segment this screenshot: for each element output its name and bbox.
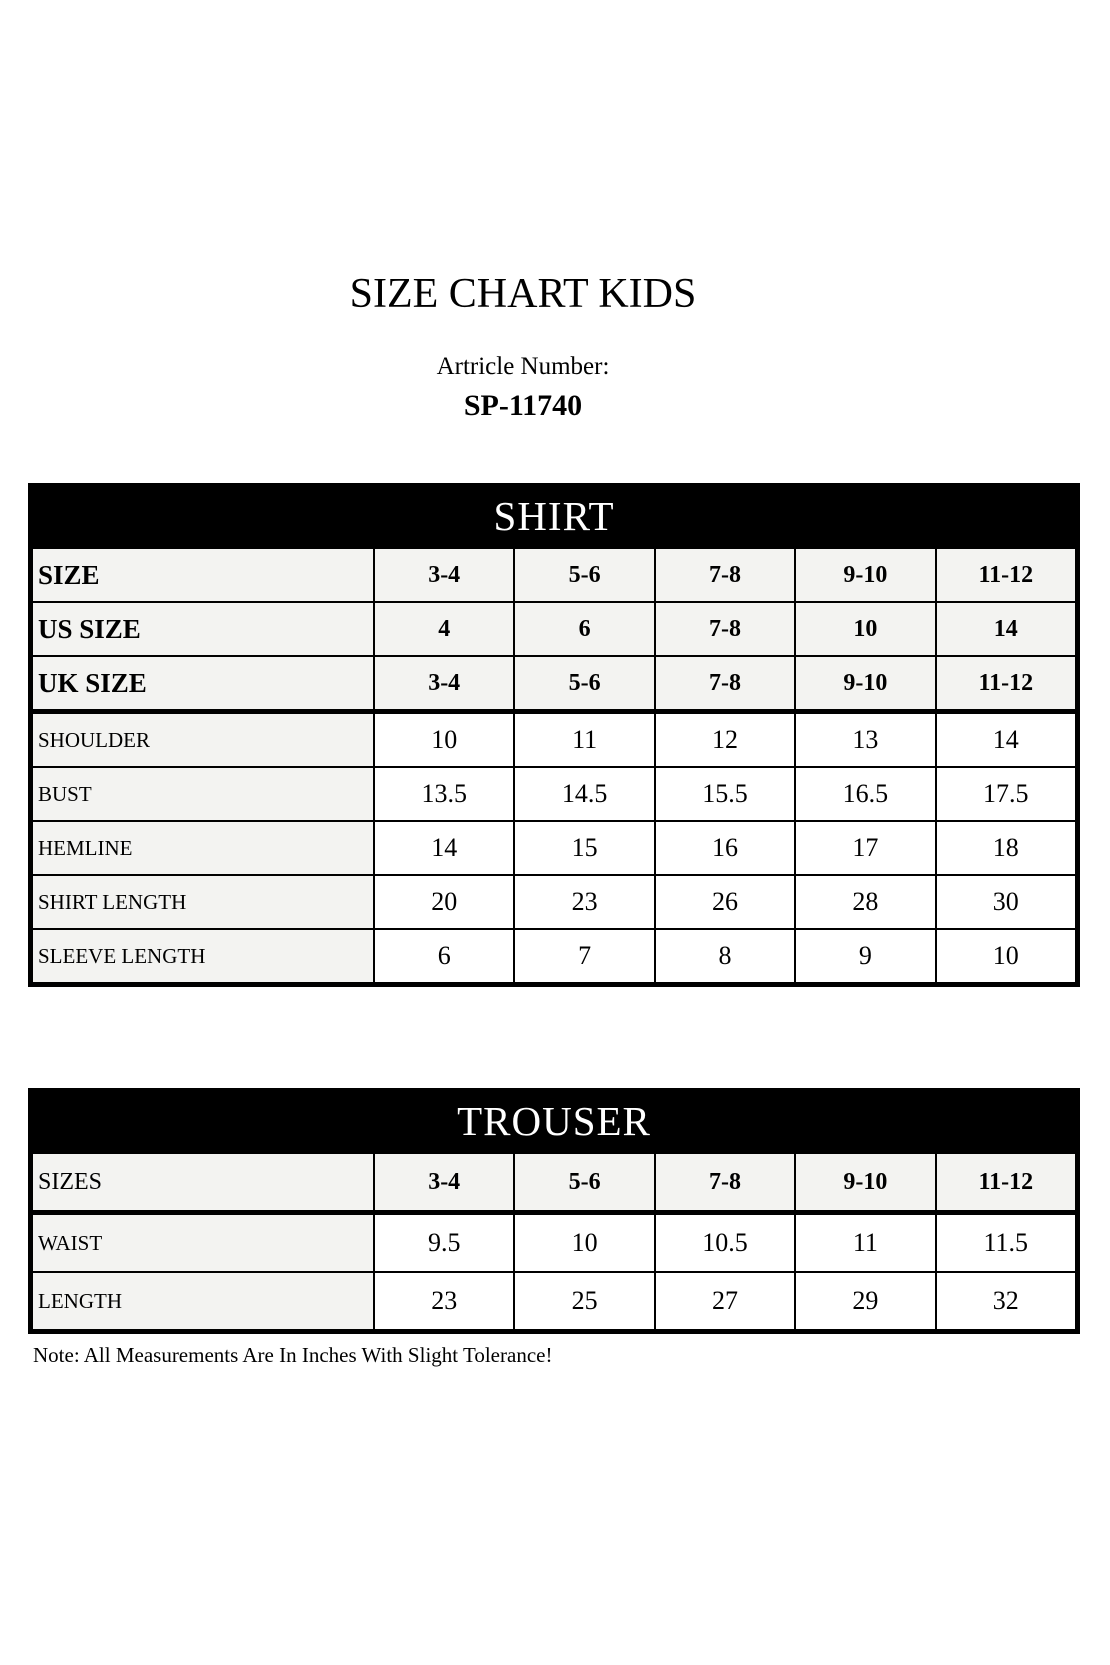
cell-value: 17.5	[936, 767, 1076, 821]
measurement-note: Note: All Measurements Are In Inches With Slight Tolerance!	[33, 1343, 553, 1367]
cell-value: 9-10	[795, 656, 935, 712]
cell-value: 10	[936, 929, 1076, 983]
cell-value: 18	[936, 821, 1076, 875]
row-label: US SIZE	[32, 602, 374, 656]
cell-value: 9-10	[795, 548, 935, 602]
row-label: BUST	[32, 767, 374, 821]
trouser-table-title: TROUSER	[457, 1098, 651, 1144]
cell-value: 27	[655, 1272, 795, 1330]
cell-value: 14	[936, 602, 1076, 656]
trouser-table-title-band	[31, 1091, 1077, 1152]
page-title: SIZE CHART KIDS	[349, 271, 697, 317]
cell-value: 14.5	[514, 767, 654, 821]
cell-value: 6	[514, 602, 654, 656]
row-label: SIZES	[32, 1153, 374, 1213]
cell-value: 11	[514, 712, 654, 768]
cell-value: 11-12	[936, 656, 1076, 712]
cell-value: 10	[374, 712, 514, 768]
cell-value: 25	[514, 1272, 654, 1330]
cell-value: 11-12	[936, 548, 1076, 602]
cell-value: 5-6	[514, 548, 654, 602]
cell-value: 11.5	[936, 1213, 1076, 1273]
cell-value: 5-6	[514, 656, 654, 712]
cell-value: 7-8	[655, 548, 795, 602]
cell-value: 15	[514, 821, 654, 875]
shirt-table-title-band	[31, 486, 1077, 547]
cell-value: 9	[795, 929, 935, 983]
cell-value: 7	[514, 929, 654, 983]
cell-value: 26	[655, 875, 795, 929]
cell-value: 14	[374, 821, 514, 875]
cell-value: 15.5	[655, 767, 795, 821]
cell-value: 29	[795, 1272, 935, 1330]
cell-value: 23	[374, 1272, 514, 1330]
cell-value: 8	[655, 929, 795, 983]
table-row-bust	[32, 767, 1076, 821]
cell-value: 11-12	[936, 1153, 1076, 1213]
cell-value: 10.5	[655, 1213, 795, 1273]
table-row-us-size	[32, 602, 1076, 656]
cell-value: 3-4	[374, 548, 514, 602]
cell-value: 10	[795, 602, 935, 656]
cell-value: 16	[655, 821, 795, 875]
table-row-shirt-length	[32, 875, 1076, 929]
cell-value: 12	[655, 712, 795, 768]
shirt-table-title: SHIRT	[493, 493, 615, 539]
cell-value: 9-10	[795, 1153, 935, 1213]
table-row-waist	[32, 1213, 1076, 1273]
cell-value: 20	[374, 875, 514, 929]
cell-value: 7-8	[655, 1153, 795, 1213]
cell-value: 7-8	[655, 602, 795, 656]
table-row-sleeve-length	[32, 929, 1076, 983]
row-label: SLEEVE LENGTH	[32, 929, 374, 983]
table-row-hemline	[32, 821, 1076, 875]
table-row-sizes	[32, 1153, 1076, 1213]
trouser-size-table	[28, 1088, 1080, 1334]
shirt-size-table	[28, 483, 1080, 987]
cell-value: 6	[374, 929, 514, 983]
cell-value: 16.5	[795, 767, 935, 821]
cell-value: 32	[936, 1272, 1076, 1330]
table-row-uk-size	[32, 656, 1076, 712]
cell-value: 9.5	[374, 1213, 514, 1273]
article-number-label: Artricle Number:	[436, 353, 610, 380]
cell-value: 13	[795, 712, 935, 768]
cell-value: 10	[514, 1213, 654, 1273]
cell-value: 7-8	[655, 656, 795, 712]
table-row-size	[32, 548, 1076, 602]
table-row-length	[32, 1272, 1076, 1330]
table-row-shoulder	[32, 712, 1076, 768]
row-label: UK SIZE	[32, 656, 374, 712]
cell-value: 17	[795, 821, 935, 875]
article-number-value: SP-11740	[463, 389, 583, 422]
cell-value: 4	[374, 602, 514, 656]
cell-value: 30	[936, 875, 1076, 929]
row-label: WAIST	[32, 1213, 374, 1273]
trouser-measurements-table	[31, 1152, 1077, 1331]
row-label: SIZE	[32, 548, 374, 602]
cell-value: 13.5	[374, 767, 514, 821]
cell-value: 28	[795, 875, 935, 929]
row-label: HEMLINE	[32, 821, 374, 875]
row-label: LENGTH	[32, 1272, 374, 1330]
cell-value: 5-6	[514, 1153, 654, 1213]
row-label: SHOULDER	[32, 712, 374, 768]
cell-value: 14	[936, 712, 1076, 768]
cell-value: 3-4	[374, 1153, 514, 1213]
cell-value: 23	[514, 875, 654, 929]
cell-value: 11	[795, 1213, 935, 1273]
row-label: SHIRT LENGTH	[32, 875, 374, 929]
shirt-measurements-table	[31, 547, 1077, 984]
cell-value: 3-4	[374, 656, 514, 712]
